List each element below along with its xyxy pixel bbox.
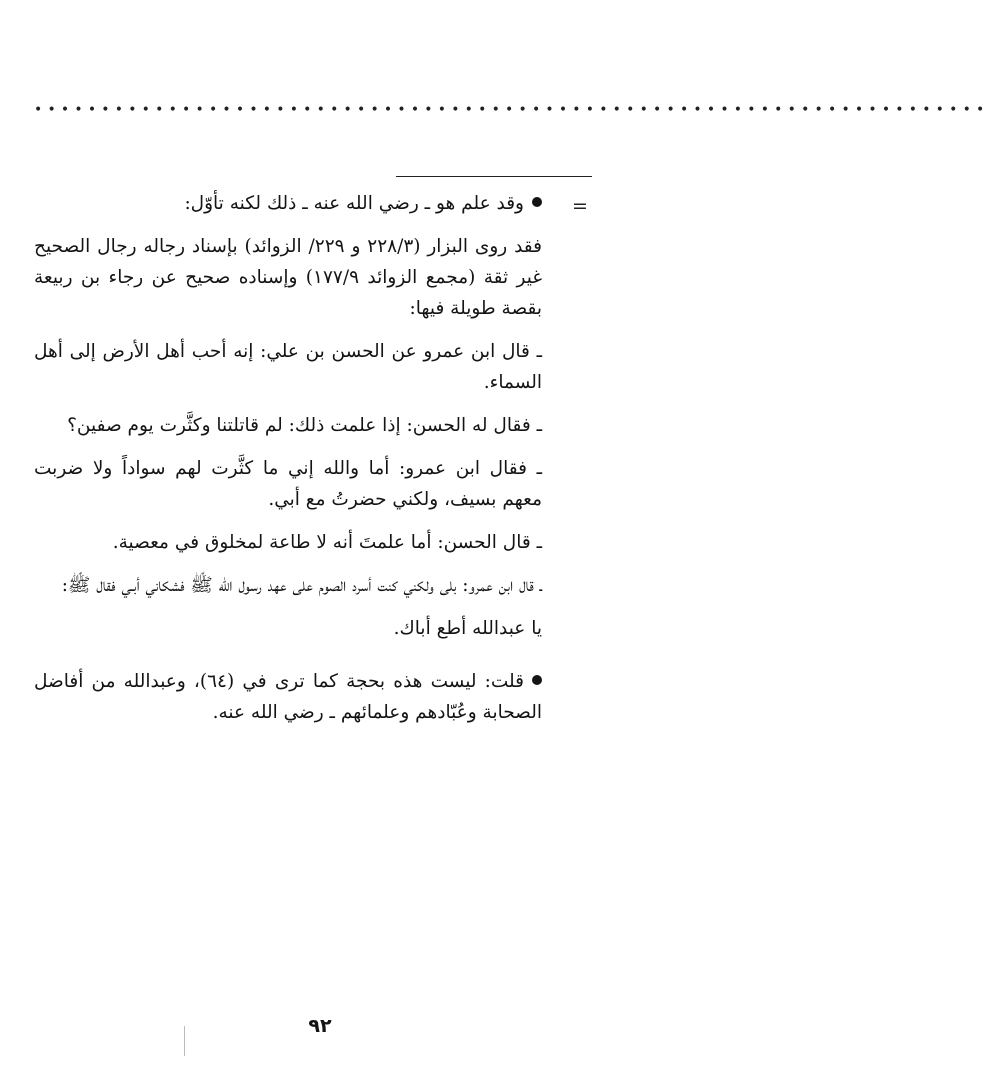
paragraph-text: ـ فقال ابن عمرو: أما والله إني ما كثَّرت لهم سواداً ولا ضربت معهم بسيف، ولكني حضرتُ مع أبي. bbox=[34, 458, 542, 510]
bullet-icon bbox=[532, 675, 542, 685]
bullet-icon bbox=[532, 197, 542, 207]
paragraph-dialogue-5 bbox=[34, 570, 542, 601]
paragraph-text: قلت: ليست هذه بحجة كما ترى في (٦٤)، وعبدالله من أفاضل الصحابة وعُبّادهم وعلمائهم ـ رضي الله عنه. bbox=[34, 671, 542, 723]
paragraph-text: ـ فقال له الحسن: إذا علمت ذلك: لم قاتلتنا وكثَّرت يوم صفين؟ bbox=[67, 415, 542, 436]
dotted-separator: ••••••••••••••••••••••••••••••••••••••••••••••••••••••••••••••••••••••• bbox=[34, 102, 990, 118]
paragraph-dialogue-4 bbox=[34, 527, 542, 558]
paragraph-text: وقد علم هو ـ رضي الله عنه ـ ذلك لكنه تأوّل: bbox=[184, 193, 524, 214]
margin-mark: = bbox=[572, 195, 588, 217]
paragraph-dialogue-1 bbox=[34, 336, 542, 398]
paragraph-intro bbox=[34, 188, 542, 219]
main-text bbox=[34, 188, 542, 740]
paragraph-dialogue-3 bbox=[34, 453, 542, 515]
paragraph-text: ـ قال ابن عمرو: بلى ولكني كنت أسرد الصوم على عهد رسول الله ﷺ فشكاني أبـي فقال ﷺ: bbox=[61, 575, 542, 596]
paragraph-bazzar bbox=[34, 231, 542, 324]
paragraph-text: يا عبدالله أطع أباك. bbox=[393, 618, 542, 639]
paragraph-text: ـ قال ابن عمرو عن الحسن بن علي: إنه أحب أهل الأرض إلى أهل السماء. bbox=[34, 341, 542, 393]
footnote-rule bbox=[396, 176, 592, 177]
paragraph-text: فقد روى البزار (٢٢٨/٣ و ٢٢٩/ الزوائد) بإسناد رجاله رجال الصحيح غير ثقة (مجمع الزوائد ١٧٧/٩) وإسناده صحيح عن رجاء بن ربيعة بقصة طويلة فيها: bbox=[34, 236, 543, 319]
paragraph-quote bbox=[34, 613, 542, 644]
paragraph-comment bbox=[34, 666, 542, 728]
paragraph-dialogue-2 bbox=[34, 410, 542, 441]
page-number: ٩٢ bbox=[308, 1015, 332, 1037]
paragraph-text: ـ قال الحسن: أما علمتَ أنه لا طاعة لمخلوق في معصية. bbox=[112, 532, 542, 553]
